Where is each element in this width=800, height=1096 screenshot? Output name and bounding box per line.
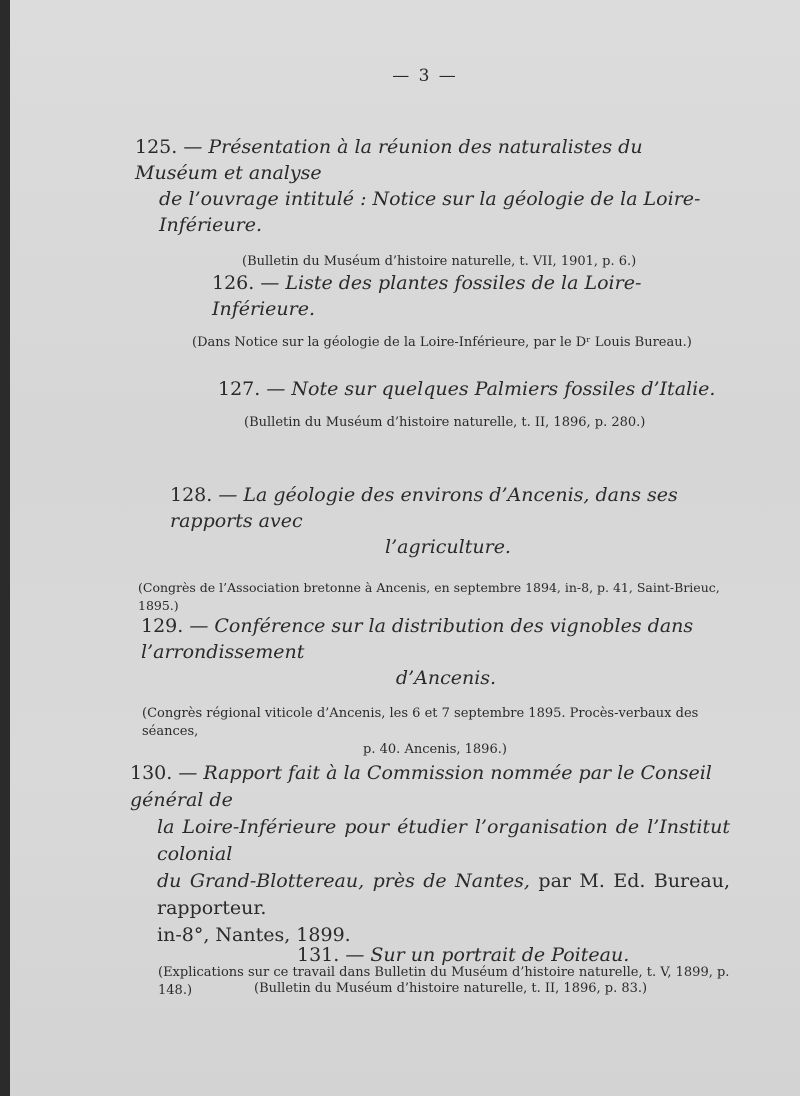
page-number: — 3 — [392, 66, 458, 86]
entry-title [135, 134, 725, 238]
title-line: de l’ouvrage intitulé : Notice sur la géologie de la Loire-Inférieure. [159, 188, 701, 236]
entry-reference [138, 705, 728, 759]
title-line: — Liste des plantes fossiles de la Loire-Inférieure. [212, 272, 642, 320]
bibliography-entry-129 [138, 613, 728, 759]
reference-line: (Congrès régional viticole d’Ancenis, les 6 et 7 septembre 1895. Procès-verbaux des séances, [142, 706, 699, 739]
entry-reference: (Dans Notice sur la géologie de la Loire-Inférieure, par le Dʳ Louis Bureau.) [192, 335, 692, 350]
title-line: — Présentation à la réunion des naturalistes du Muséum et analyse [135, 136, 643, 184]
entry-title [254, 942, 694, 968]
document-page [10, 0, 800, 1096]
entry-title [192, 270, 712, 322]
title-line: — Sur un portrait de Poiteau. [345, 944, 630, 966]
entry-number: 125. [135, 136, 178, 158]
entry-title [218, 376, 718, 402]
title-line: in-8°, Nantes, 1899. [157, 924, 351, 946]
bibliography-entry-125 [135, 134, 725, 271]
entry-number: 126. [212, 272, 255, 294]
entry-title [138, 482, 738, 560]
title-line: l’agriculture. [385, 536, 511, 558]
entry-reference: (Congrès de l’Association bretonne à Ancenis, en septembre 1894, in-8, p. 41, Saint-Brieuc, 1895.) [138, 580, 720, 613]
title-line: — Conférence sur la distribution des vignobles dans l’arrondissement [141, 615, 694, 663]
entry-number: 129. [141, 615, 184, 637]
title-line: — Note sur quelques Palmiers fossiles d’Italie. [266, 378, 716, 400]
bibliography-entry-127 [218, 376, 718, 432]
entry-reference: (Bulletin du Muséum d’histoire naturelle, t. VII, 1901, p. 6.) [242, 254, 637, 269]
entry-reference: (Bulletin du Muséum d’histoire naturelle, t. II, 1896, p. 280.) [244, 415, 646, 430]
reference-line: p. 40. Ancenis, 1896.) [363, 742, 507, 757]
title-line: d’Ancenis. [395, 667, 497, 689]
bibliography-entry-131 [254, 942, 694, 998]
title-line: — Rapport fait à la Commission nommée par le Conseil général de [130, 762, 712, 811]
entry-number: 127. [218, 378, 261, 400]
entry-title [138, 613, 728, 691]
entry-number: 130. [130, 762, 173, 784]
title-line: la Loire-Inférieure pour étudier l’organisation de l’Institut colonial [157, 816, 730, 865]
title-line: — La géologie des environs d’Ancenis, dans ses rapports avec [170, 484, 678, 532]
bibliography-entry-126 [192, 270, 712, 352]
title-line: du Grand-Blottereau, près de Nantes, [157, 870, 530, 892]
title-line: par M. Ed. Bureau, rapporteur. [157, 870, 730, 919]
entry-title [130, 760, 730, 949]
entry-number: 131. [297, 944, 340, 966]
bibliography-entry-128 [138, 482, 738, 615]
entry-number: 128. [170, 484, 213, 506]
entry-reference: (Explications sur ce travail dans Bulletin du Muséum d’histoire naturelle, t. V, 1899, p. 148.) [158, 965, 730, 998]
entry-reference: (Bulletin du Muséum d’histoire naturelle, t. II, 1896, p. 83.) [254, 981, 648, 996]
